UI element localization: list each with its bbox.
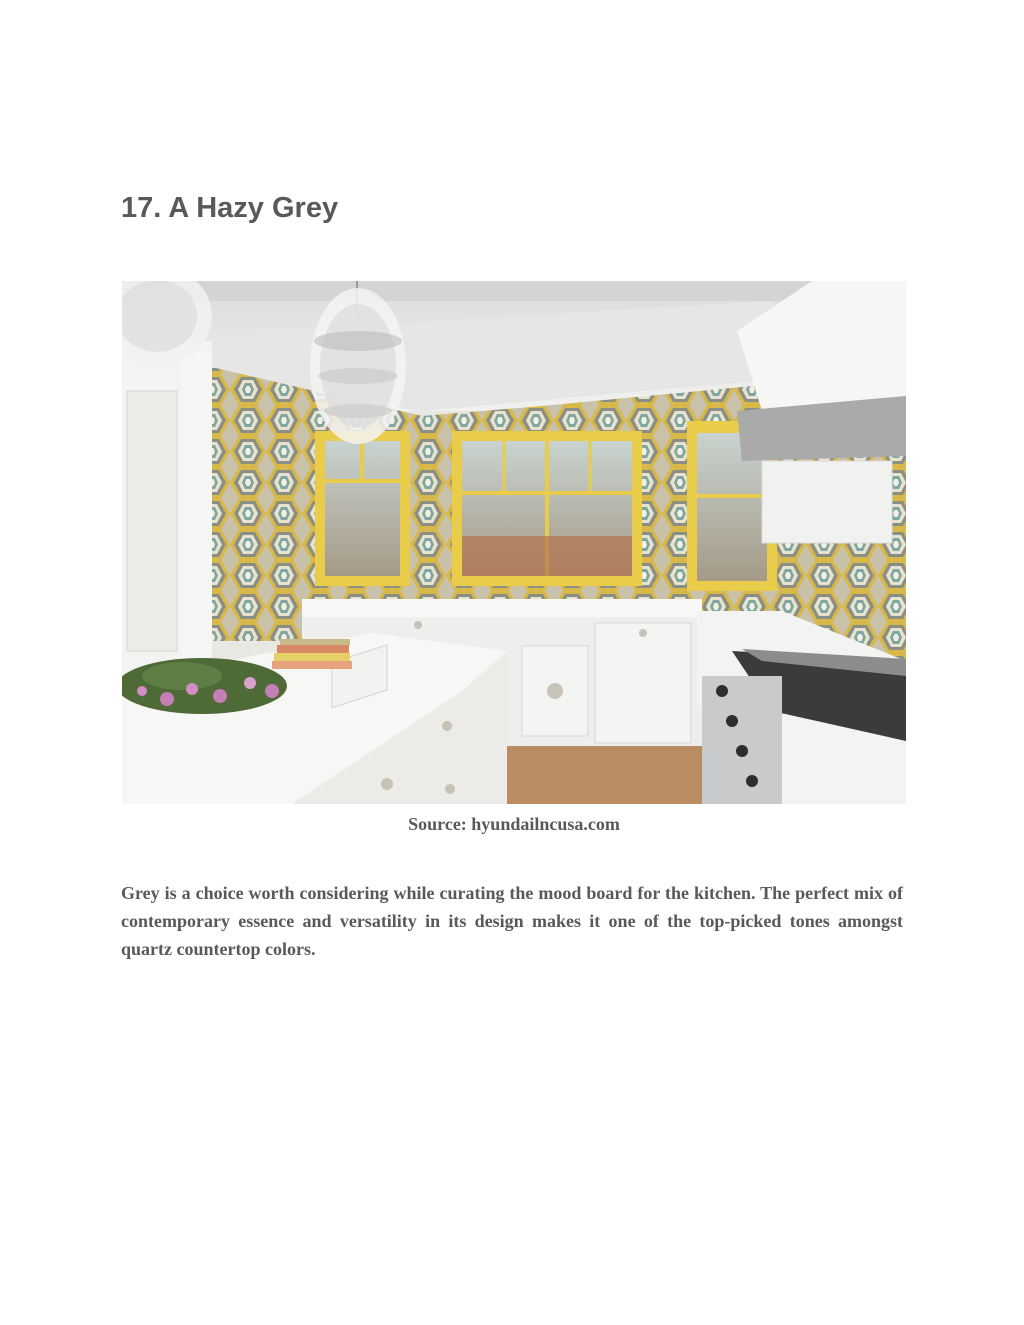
body-paragraph: Grey is a choice worth considering while curating the mood board for the kitchen. The perfect mix of contemporary essence and versatility in its design makes it one of the top-picked tones amongst quartz countertop colors. [121,883,903,959]
kitchen-photo [122,281,906,804]
image-caption: Source: hyundailncusa.com [408,814,620,834]
section-heading: 17. A Hazy Grey [121,192,339,224]
